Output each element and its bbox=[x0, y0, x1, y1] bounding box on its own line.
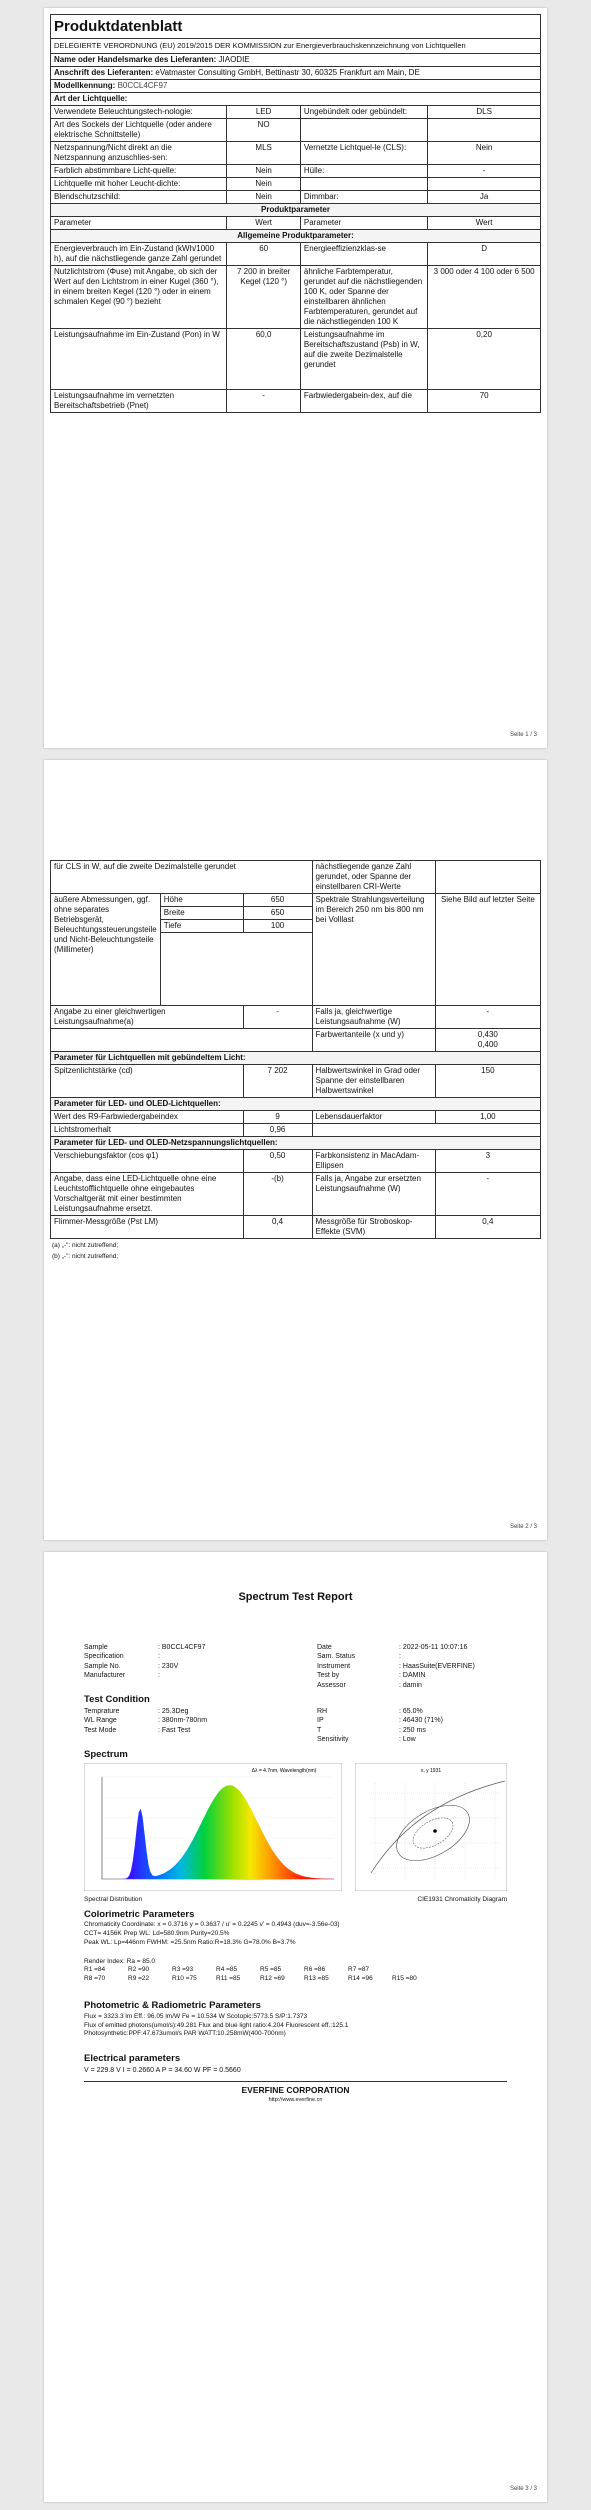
info-value: : 65.0% bbox=[399, 1707, 423, 1715]
stroboscopic-label: Messgröße für Stroboskop-Effekte (SVM) bbox=[312, 1216, 435, 1239]
param-line: Flux of emitted photons(umol/s):49.281 Flux and blue light ratio:4.204 Fluorescent eff.:125.1 bbox=[84, 2021, 349, 2029]
footnote-b: (b) „-": nicht zutreffend; bbox=[52, 1253, 119, 1261]
dim-height-label: Höhe bbox=[160, 894, 243, 907]
info-key: Test Mode bbox=[84, 1726, 117, 1734]
cie-note: x, y 1931 bbox=[420, 1768, 442, 1775]
info-row bbox=[317, 1707, 507, 1716]
life-factor-value: 1,00 bbox=[435, 1111, 540, 1124]
color-consistency-value: 3 bbox=[435, 1150, 540, 1173]
address-row: Anschrift des Lieferanten: eVatmaster Consulting GmbH, Bettinastr 30, 60325 Frankfurt am Main, DE bbox=[51, 66, 541, 79]
flicker-value: 0,4 bbox=[243, 1216, 312, 1239]
spec-value: Nein bbox=[428, 141, 541, 164]
param-value: 7 200 in breiter Kegel (120 °) bbox=[227, 265, 301, 328]
render-index-value: R7 =87 bbox=[348, 1966, 370, 1974]
param-line: CCT= 4156K Prep WL: Ld=580.9nm Purity=20.5% bbox=[84, 1930, 230, 1938]
info-key: IP bbox=[317, 1717, 324, 1725]
param-value: 60 bbox=[227, 242, 301, 265]
cos-phi-value: 0,50 bbox=[243, 1150, 312, 1173]
regulation-text: DELEGIERTE VERORDNUNG (EU) 2019/2015 DER KOMMISSION zur Energieverbrauchskennzeichnung von Lichtquellen bbox=[50, 38, 541, 53]
equiv-watt-value: - bbox=[435, 1006, 540, 1029]
test-condition-title: Test Condition bbox=[84, 1694, 150, 1706]
info-row bbox=[84, 1652, 205, 1661]
info-key: Instrument bbox=[317, 1662, 351, 1670]
info-row bbox=[84, 1643, 205, 1652]
param-label: ähnliche Farbtemperatur, gerundet auf die nächstliegenden 100 K, oder Spanne der einstellbaren ähnlichen Farbtemperaturen, gerundet auf die nächstliegenden 100 K bbox=[300, 265, 427, 328]
supplier-name-row: Name oder Handelsmarke des Lieferanten: JIAODIE bbox=[51, 53, 541, 66]
photometric-title: Photometric & Radiometric Parameters bbox=[84, 2000, 261, 2012]
spec-value: MLS bbox=[227, 141, 301, 164]
info-row bbox=[317, 1662, 507, 1671]
cie-chromaticity-chart bbox=[355, 1763, 507, 1891]
param-row bbox=[51, 389, 541, 412]
info-row bbox=[84, 1671, 205, 1680]
test-condition-right bbox=[317, 1707, 507, 1745]
render-index-value: R5 =85 bbox=[260, 1966, 282, 1974]
equiv-power-label: Angabe zu einer gleichwertigen Leistungsaufnahme(a) bbox=[51, 1006, 244, 1029]
info-value: : 380nm-780nm bbox=[158, 1717, 208, 1725]
info-value: : bbox=[399, 1653, 401, 1661]
render-index-value: R13 =85 bbox=[304, 1975, 329, 1983]
sample-info-left bbox=[84, 1643, 205, 1690]
spectral-label: Spektrale Strahlungsverteilung im Bereich 250 nm bis 800 nm bei Volllast bbox=[312, 894, 435, 1006]
render-index-value: R6 =86 bbox=[304, 1966, 326, 1974]
render-index: Render Index: Ra = 85.0 bbox=[84, 1957, 156, 1965]
info-row bbox=[317, 1652, 507, 1661]
param-line: Chromaticity Coordinate: x = 0.3716 y = 0.3637 / u' = 0.2245 v' = 0.4943 (duv=-3.56e-03) bbox=[84, 1921, 340, 1929]
footnote-a: (a) „-": nicht zutreffend; bbox=[52, 1242, 119, 1249]
info-row bbox=[84, 1716, 207, 1725]
info-key: Manufacturer bbox=[84, 1672, 126, 1680]
spectral-value: Siehe Bild auf letzter Seite bbox=[435, 894, 540, 1006]
param-value: D bbox=[428, 242, 541, 265]
fluor-replace-value: -(b) bbox=[243, 1173, 312, 1216]
spec-value: DLS bbox=[428, 105, 541, 118]
model-id: B0CCL4CF97 bbox=[117, 80, 168, 90]
company-name: EVERFINE CORPORATION bbox=[241, 2085, 350, 2096]
info-key: Sample bbox=[84, 1643, 108, 1651]
spec-value: NO bbox=[227, 118, 301, 141]
render-index-value: R1 =84 bbox=[84, 1966, 106, 1974]
led-header: Parameter für LED- und OLED-Lichtquellen: bbox=[51, 1098, 541, 1111]
mains-header: Parameter für LED- und OLED-Netzspannungslichtquellen: bbox=[51, 1137, 541, 1150]
lumen-maint-label: Lichtstromerhalt bbox=[51, 1124, 244, 1137]
render-index-row-1 bbox=[84, 1966, 507, 1975]
spec-label: Farblich abstimmbare Licht-quelle: bbox=[51, 164, 227, 177]
dim-height-value: 650 bbox=[243, 894, 312, 907]
spectrum-note: Δλ = 4.7nm, Wavelength(nm) bbox=[251, 1768, 317, 1775]
render-index-value: R2 =90 bbox=[128, 1966, 150, 1974]
info-value: : bbox=[158, 1672, 160, 1680]
r9-value: 9 bbox=[243, 1111, 312, 1124]
spec-value: Nein bbox=[227, 190, 301, 203]
info-key: Sensitivity bbox=[317, 1736, 349, 1744]
peak-intensity-value: 7 202 bbox=[243, 1065, 312, 1098]
info-key: Specification bbox=[84, 1653, 124, 1661]
spec-label: Art des Sockels der Lichtquelle (oder andere elektrische Schnittstelle) bbox=[51, 118, 227, 141]
param-line: Photosynthetic:PPF:47.673umol/s PAR WATT:10.258mW(400-700nm) bbox=[84, 2030, 286, 2038]
info-key: Date bbox=[317, 1643, 332, 1651]
info-row bbox=[317, 1681, 507, 1690]
info-key: WL Range bbox=[84, 1717, 117, 1725]
sample-info bbox=[84, 1643, 507, 1690]
supplier-name: JIAODIE bbox=[218, 54, 250, 64]
info-value: : B0CCL4CF97 bbox=[158, 1643, 206, 1651]
param-label: Energieverbrauch im Ein-Zustand (kWh/1000 h), auf die nächstliegende ganze Zahl gerundet bbox=[51, 242, 227, 265]
info-value: : DAMIN bbox=[399, 1672, 426, 1680]
chroma-label: Farbwertanteile (x und y) bbox=[312, 1029, 435, 1052]
page-number: Seite 3 / 3 bbox=[509, 2486, 537, 2492]
spec-label: Ungebündelt oder gebündelt: bbox=[300, 105, 427, 118]
info-row bbox=[317, 1671, 507, 1680]
spec-label: Hülle: bbox=[300, 164, 427, 177]
model-row: Modellkennung: B0CCL4CF97 bbox=[51, 79, 541, 92]
param-row bbox=[51, 242, 541, 265]
render-index-value: R12 =69 bbox=[260, 1975, 285, 1983]
info-row bbox=[317, 1716, 507, 1725]
beam-angle-label: Halbwertswinkel in Grad oder Spanne der einstellbaren Halbwertswinkel bbox=[312, 1065, 435, 1098]
render-index-value: R4 =85 bbox=[216, 1966, 238, 1974]
spec-label bbox=[300, 177, 427, 190]
info-key: Assessor bbox=[317, 1681, 346, 1689]
electrical-values: V = 229.8 V I = 0.2660 A P = 34.60 W PF = 0.5660 bbox=[84, 2066, 241, 2074]
spec-label: Netzspannung/Nicht direkt an die Netzspannung anzuschlies-sen: bbox=[51, 141, 227, 164]
cls-standby-cont: für CLS in W, auf die zweite Dezimalstelle gerundet bbox=[51, 861, 313, 894]
page-number: Seite 2 / 3 bbox=[509, 1524, 537, 1530]
fluor-power-label: Falls ja, Angabe zur ersetzten Leistungsaufnahme (W) bbox=[312, 1173, 435, 1216]
spectral-distribution-panel bbox=[84, 1763, 342, 1904]
param-row bbox=[51, 328, 541, 389]
lumen-maint-value: 0,96 bbox=[243, 1124, 312, 1137]
r9-label: Wert des R9-Farbwiedergabeindex bbox=[51, 1111, 244, 1124]
spec-value: Nein bbox=[227, 177, 301, 190]
param-value: 3 000 oder 4 100 oder 6 500 bbox=[428, 265, 541, 328]
page-number: Seite 1 / 3 bbox=[509, 732, 537, 738]
stroboscopic-value: 0,4 bbox=[435, 1216, 540, 1239]
spec-value: LED bbox=[227, 105, 301, 118]
info-value: : 250 ms bbox=[399, 1726, 426, 1734]
param-label: Leistungsaufnahme im Bereitschaftszustand (Psb) in W, auf die zweite Dezimalstelle gerundet bbox=[300, 328, 427, 389]
spec-label: Lichtquelle mit hoher Leucht-dichte: bbox=[51, 177, 227, 190]
cos-phi-label: Verschiebungsfaktor (cos φ1) bbox=[51, 1150, 244, 1173]
spec-label: Vernetzte Lichtquel-le (CLS): bbox=[300, 141, 427, 164]
spec-value: Nein bbox=[227, 164, 301, 177]
spectrum-figures bbox=[84, 1763, 507, 1904]
colorimetric-title: Colorimetric Parameters bbox=[84, 1908, 195, 1920]
life-factor-label: Lebensdauerfaktor bbox=[312, 1111, 435, 1124]
column-header-value: Wert bbox=[227, 216, 301, 229]
render-index-row-2 bbox=[84, 1975, 507, 1984]
fluor-replace-label: Angabe, dass eine LED-Lichtquelle ohne eine Leuchtstofflichtquelle ohne eingebautes Vorschaltgerät mit einer bestimmten Leistungsaufnahme ersetzt. bbox=[51, 1173, 244, 1216]
info-value: : damin bbox=[399, 1681, 422, 1689]
product-table-2 bbox=[50, 860, 541, 1239]
info-row bbox=[317, 1643, 507, 1652]
render-index-value: R8 =70 bbox=[84, 1975, 106, 1983]
color-consistency-label: Farbkonsistenz in MacAdam-Ellipsen bbox=[312, 1150, 435, 1173]
render-index-value: R15 =80 bbox=[392, 1975, 417, 1983]
render-index-value: R3 =93 bbox=[172, 1966, 194, 1974]
datasheet-page-2 bbox=[44, 760, 547, 1540]
spec-value bbox=[428, 118, 541, 141]
spec-row bbox=[51, 105, 541, 118]
equiv-watt-label: Falls ja, gleichwertige Leistungsaufnahme (W) bbox=[312, 1006, 435, 1029]
info-value: : Low bbox=[399, 1736, 416, 1744]
param-label: Energieeffizienzklas-se bbox=[300, 242, 427, 265]
spec-label bbox=[300, 118, 427, 141]
info-value: : 230V bbox=[158, 1662, 179, 1670]
param-value: 70 bbox=[428, 389, 541, 412]
spectral-distribution-chart bbox=[84, 1763, 342, 1891]
colorimetric-values bbox=[84, 1921, 507, 1947]
spec-label: Blendschutzschild: bbox=[51, 190, 227, 203]
render-index-value: R14 =96 bbox=[348, 1975, 373, 1983]
info-value: : Fast Test bbox=[158, 1726, 191, 1734]
info-value: : bbox=[158, 1653, 160, 1661]
spec-label: Verwendete Beleuchtungstech-nologie: bbox=[51, 105, 227, 118]
supplier-address: eVatmaster Consulting GmbH, Bettinastr 30, 60325 Frankfurt am Main, DE bbox=[155, 67, 420, 77]
column-header-param: Parameter bbox=[51, 216, 227, 229]
spec-row bbox=[51, 177, 541, 190]
product-params-header: Produktparameter bbox=[51, 203, 541, 216]
cri-cont: nächstliegende ganze Zahl gerundet, oder Spanne der einstellbaren CRI-Werte bbox=[312, 861, 435, 894]
general-params-header: Allgemeine Produktparameter: bbox=[51, 229, 541, 242]
test-condition bbox=[84, 1707, 507, 1745]
cie-caption: CIE1931 Chromaticity Diagram bbox=[417, 1895, 507, 1903]
spec-row bbox=[51, 164, 541, 177]
render-index-value: R11 =85 bbox=[216, 1975, 241, 1983]
sample-info-right bbox=[317, 1643, 507, 1690]
param-label: Leistungsaufnahme im vernetzten Bereitschaftsbetrieb (Pnet) bbox=[51, 389, 227, 412]
param-line: Flux = 3323.3 lm Eff.: 96.05 lm/W Fe = 10.534 W Scotopic:5773.5 S/P:1.7373 bbox=[84, 2012, 308, 2020]
test-report-page bbox=[44, 1552, 547, 2502]
spec-value: - bbox=[428, 164, 541, 177]
info-value: : 2022-05-11 10:07:16 bbox=[399, 1643, 468, 1651]
info-row bbox=[84, 1726, 207, 1735]
param-label: Leistungsaufnahme im Ein-Zustand (Pon) in W bbox=[51, 328, 227, 389]
info-key: Sample No. bbox=[84, 1662, 121, 1670]
info-row bbox=[317, 1735, 507, 1744]
param-line: Peak WL: Lp=446nm FWHM: =25.5nm Ratio:R=18.3% G=78.0% B=3.7% bbox=[84, 1938, 296, 1946]
dim-width-value: 650 bbox=[243, 907, 312, 920]
info-value: : HaasSuite(EVERFINE) bbox=[399, 1662, 475, 1670]
render-index-value: R10 =75 bbox=[172, 1975, 197, 1983]
spec-row bbox=[51, 190, 541, 203]
param-label: Farbwiedergabein-dex, auf die bbox=[300, 389, 427, 412]
page-title: Produktdatenblatt bbox=[50, 14, 541, 38]
info-row bbox=[317, 1726, 507, 1735]
electrical-title: Electrical parameters bbox=[84, 2053, 181, 2065]
info-key: Temprature bbox=[84, 1707, 120, 1715]
company-url: http://www.everfine.cn bbox=[268, 2096, 323, 2103]
spec-value: Ja bbox=[428, 190, 541, 203]
info-key: Test by bbox=[317, 1672, 340, 1680]
cie-frame bbox=[355, 1763, 507, 1891]
spec-row bbox=[51, 141, 541, 164]
info-key: T bbox=[317, 1726, 322, 1734]
info-row bbox=[84, 1662, 205, 1671]
param-label: Nutzlichtstrom (Φuse) mit Angabe, ob sich der Wert auf den Lichtstrom in einer Kugel (360 °), in einem breiten Kegel (120 °) oder in einem schmalen Kegel (90 °) bezieht bbox=[51, 265, 227, 328]
peak-intensity-label: Spitzenlichtstärke (cd) bbox=[51, 1065, 244, 1098]
dim-width-label: Breite bbox=[160, 907, 243, 920]
spec-value bbox=[428, 177, 541, 190]
flicker-label: Flimmer-Messgröße (Pst LM) bbox=[51, 1216, 244, 1239]
info-key: Sam. Status bbox=[317, 1653, 356, 1661]
spectral-caption: Spectral Distribution bbox=[84, 1895, 143, 1903]
dim-depth-label: Tiefe bbox=[160, 920, 243, 933]
column-header-value: Wert bbox=[428, 216, 541, 229]
param-value: - bbox=[227, 389, 301, 412]
info-value: : 46430 (71%) bbox=[399, 1717, 443, 1725]
param-value: 60,0 bbox=[227, 328, 301, 389]
spectrum-title: Spectrum bbox=[84, 1748, 128, 1760]
photometric-values bbox=[84, 2013, 507, 2039]
dimensions-label: äußere Abmessungen, ggf. ohne separates Betriebsgerät, Beleuchtungssteuerungsteile und Nicht-Beleuchtungsteile (Millimeter) bbox=[51, 894, 161, 1006]
spec-label: Dimmbar: bbox=[300, 190, 427, 203]
param-value: 0,20 bbox=[428, 328, 541, 389]
spec-row bbox=[51, 118, 541, 141]
column-header-param: Parameter bbox=[300, 216, 427, 229]
render-index-value: R9 =22 bbox=[128, 1975, 150, 1983]
datasheet-page-1 bbox=[44, 8, 547, 748]
light-type-header: Art der Lichtquelle: bbox=[51, 92, 541, 105]
product-table-1 bbox=[50, 53, 541, 413]
info-value: : 25.3Deg bbox=[158, 1707, 189, 1715]
chroma-value: 0,430 0,400 bbox=[435, 1029, 540, 1052]
bundled-header: Parameter für Lichtquellen mit gebündeltem Licht: bbox=[51, 1052, 541, 1065]
cie-panel bbox=[355, 1763, 507, 1904]
beam-angle-value: 150 bbox=[435, 1065, 540, 1098]
test-condition-left bbox=[84, 1707, 207, 1745]
info-key: RH bbox=[317, 1707, 328, 1715]
measured-point bbox=[433, 1830, 437, 1834]
dim-depth-value: 100 bbox=[243, 920, 312, 933]
equiv-power-value: - bbox=[243, 1006, 312, 1029]
fluor-power-value: - bbox=[435, 1173, 540, 1216]
report-title: Spectrum Test Report bbox=[238, 1591, 353, 1603]
param-row bbox=[51, 265, 541, 328]
info-row bbox=[84, 1707, 207, 1716]
